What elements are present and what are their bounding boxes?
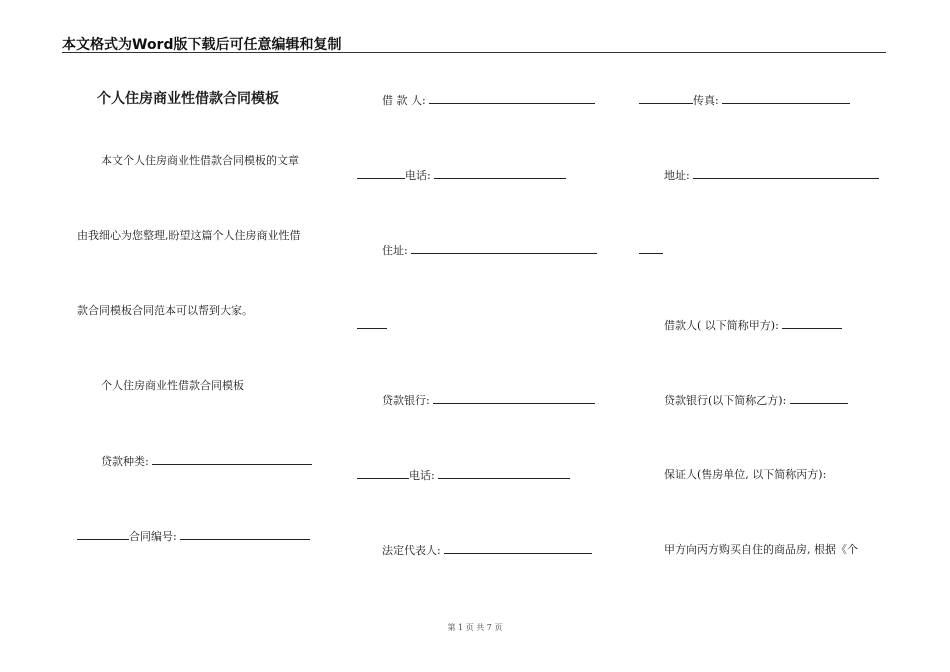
phone2-prefix-blank[interactable] (357, 468, 409, 479)
intro-line-3: 款合同模板合同范本可以帮到大家。 (77, 304, 253, 317)
legal-rep-row (382, 543, 592, 558)
party-a-blank[interactable] (782, 318, 842, 329)
party-b-blank[interactable] (790, 393, 848, 404)
location-continuation-row (639, 243, 663, 258)
borrower-blank[interactable] (429, 93, 595, 104)
party-a-row (664, 318, 842, 333)
loan-type-row (101, 454, 312, 469)
contract-no-row (77, 529, 310, 544)
loan-type-label: 贷款种类: (101, 455, 149, 468)
phone2-blank[interactable] (438, 468, 570, 479)
party-c-row (664, 468, 826, 482)
borrower-label: 借 款 人: (382, 94, 426, 107)
phone1-prefix-blank[interactable] (357, 168, 405, 179)
party-b-row (664, 393, 848, 408)
fax-prefix-blank[interactable] (639, 93, 693, 104)
phone1-label: 电话: (405, 169, 431, 182)
address-row (382, 243, 597, 258)
clause-line: 甲方向丙方购买自住的商品房, 根据《个 (664, 543, 858, 556)
address-blank[interactable] (411, 243, 597, 254)
legal-rep-blank[interactable] (444, 543, 592, 554)
section-subtitle: 个人住房商业性借款合同模板 (101, 379, 244, 392)
legal-rep-label: 法定代表人: (382, 544, 441, 557)
fax-blank[interactable] (722, 93, 850, 104)
location-label: 地址: (664, 169, 690, 182)
fax-row (639, 93, 850, 108)
location-blank[interactable] (693, 168, 879, 179)
party-a-label: 借款人( 以下简称甲方): (664, 319, 779, 332)
phone2-row (357, 468, 570, 483)
document-banner: 本文格式为Word版下载后可任意编辑和复制 (62, 37, 342, 53)
party-b-label: 贷款银行(以下简称乙方): (664, 394, 787, 407)
contract-no-blank[interactable] (180, 529, 310, 540)
contract-no-label: 合同编号: (129, 530, 177, 543)
fax-label: 传真: (693, 94, 719, 107)
contract-no-prefix-blank[interactable] (77, 529, 129, 540)
intro-line-1: 本文个人住房商业性借款合同模板的文章 (101, 154, 299, 167)
party-c-label: 保证人(售房单位, 以下简称丙方): (664, 468, 827, 481)
address-label: 住址: (382, 244, 408, 257)
bank-label: 贷款银行: (382, 394, 430, 407)
intro-line-2: 由我细心为您整理,盼望这篇个人住房商业性借 (77, 229, 301, 242)
bank-row (382, 393, 595, 408)
phone1-blank[interactable] (434, 168, 566, 179)
document-title: 个人住房商业性借款合同模板 (97, 91, 279, 107)
location-row (664, 168, 879, 183)
bank-blank[interactable] (433, 393, 595, 404)
phone2-label: 电话: (409, 469, 435, 482)
address-continuation-row (357, 318, 387, 333)
location-continuation-blank[interactable] (639, 243, 663, 254)
page-footer: 第 1 页 共 7 页 (447, 623, 503, 632)
phone1-row (357, 168, 566, 183)
banner-divider (62, 52, 886, 53)
address-continuation-blank[interactable] (357, 318, 387, 329)
borrower-row (382, 93, 595, 108)
loan-type-blank[interactable] (152, 454, 312, 465)
